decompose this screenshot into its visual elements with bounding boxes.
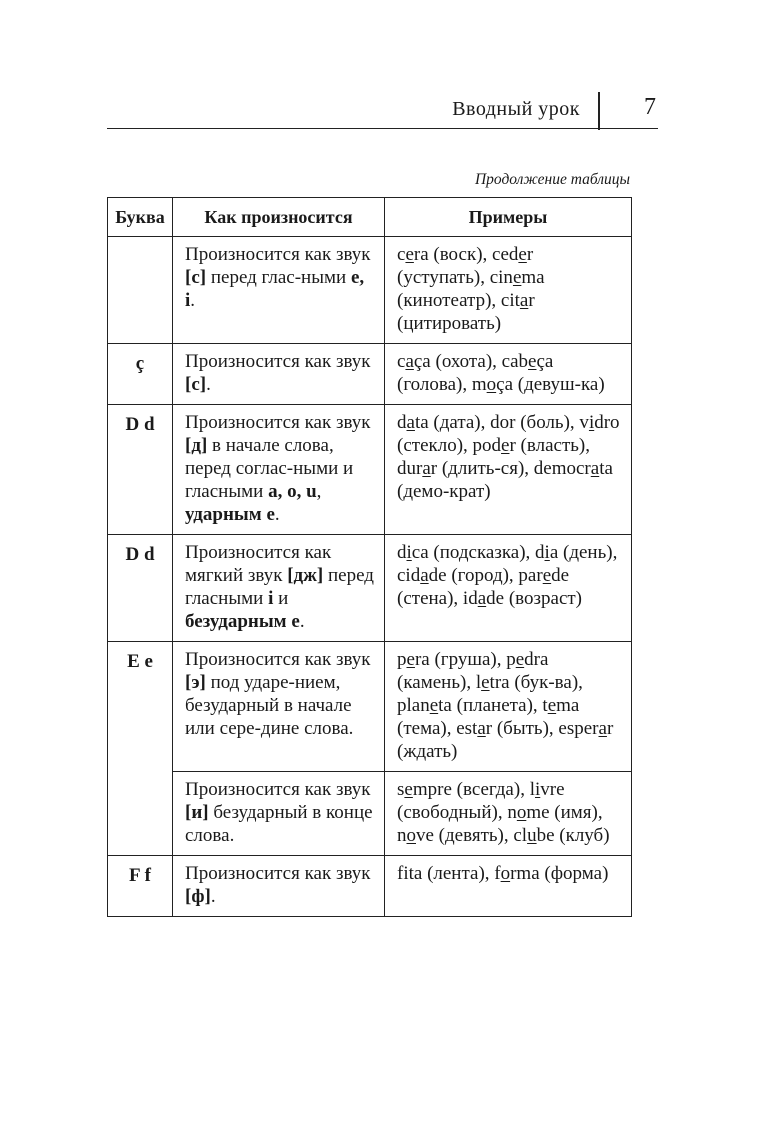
letter-cell: D d (108, 535, 173, 642)
alphabet-table (107, 197, 632, 917)
table-row (108, 405, 632, 535)
table-row (108, 772, 632, 856)
letter-cell: E e (108, 642, 173, 856)
pronunciation-cell: Произносится как звук [и] безударный в конце слова. (173, 772, 385, 856)
page-number: 7 (644, 94, 656, 120)
table-row (108, 535, 632, 642)
table-body (108, 237, 632, 917)
column-header-examples: Примеры (385, 198, 632, 237)
table-caption: Продолжение таблицы (474, 171, 630, 188)
examples-cell: dica (подсказка), dia (день), cidade (город), parede (стена), idade (возраст) (385, 535, 632, 642)
letter-cell: ç (108, 344, 173, 405)
pronunciation-cell: Произносится как звук [ф]. (173, 856, 385, 917)
table-row (108, 344, 632, 405)
letter-cell: F f (108, 856, 173, 917)
running-header (107, 88, 658, 129)
column-header-pronunciation: Как произносится (173, 198, 385, 237)
examples-cell: caça (охота), cabeça (голова), moça (девуш-ка) (385, 344, 632, 405)
table-row (108, 642, 632, 772)
pronunciation-cell: Произносится как мягкий звук [дж] перед гласными i и безударным e. (173, 535, 385, 642)
examples-cell: pera (груша), pedra (камень), letra (бук-ва), planeta (планета), tema (тема), estar (быть), esperar (ждать) (385, 642, 632, 772)
section-title: Вводный урок (452, 98, 580, 120)
examples-cell: sempre (всегда), livre (свободный), nome (имя), nove (девять), clube (клуб) (385, 772, 632, 856)
table-row (108, 856, 632, 917)
pronunciation-cell: Произносится как звук [с] перед глас-ными e, i. (173, 237, 385, 344)
letter-cell: D d (108, 405, 173, 535)
pronunciation-cell: Произносится как звук [д] в начале слова, перед соглас-ными и гласными a, o, u, ударным e. (173, 405, 385, 535)
table-header-row (108, 198, 632, 237)
examples-cell: data (дата), dor (боль), vidro (стекло), poder (власть), durar (длить-ся), democrata (демо-крат) (385, 405, 632, 535)
header-divider (598, 92, 600, 130)
column-header-letter: Буква (108, 198, 173, 237)
table-row (108, 237, 632, 344)
examples-cell: cera (воск), ceder (уступать), cinema (кинотеатр), citar (цитировать) (385, 237, 632, 344)
pronunciation-cell: Произносится как звук [с]. (173, 344, 385, 405)
letter-cell (108, 237, 173, 344)
pronunciation-cell: Произносится как звук [э] под ударе-нием, безударный в начале или сере-дине слова. (173, 642, 385, 772)
examples-cell: fita (лента), forma (форма) (385, 856, 632, 917)
